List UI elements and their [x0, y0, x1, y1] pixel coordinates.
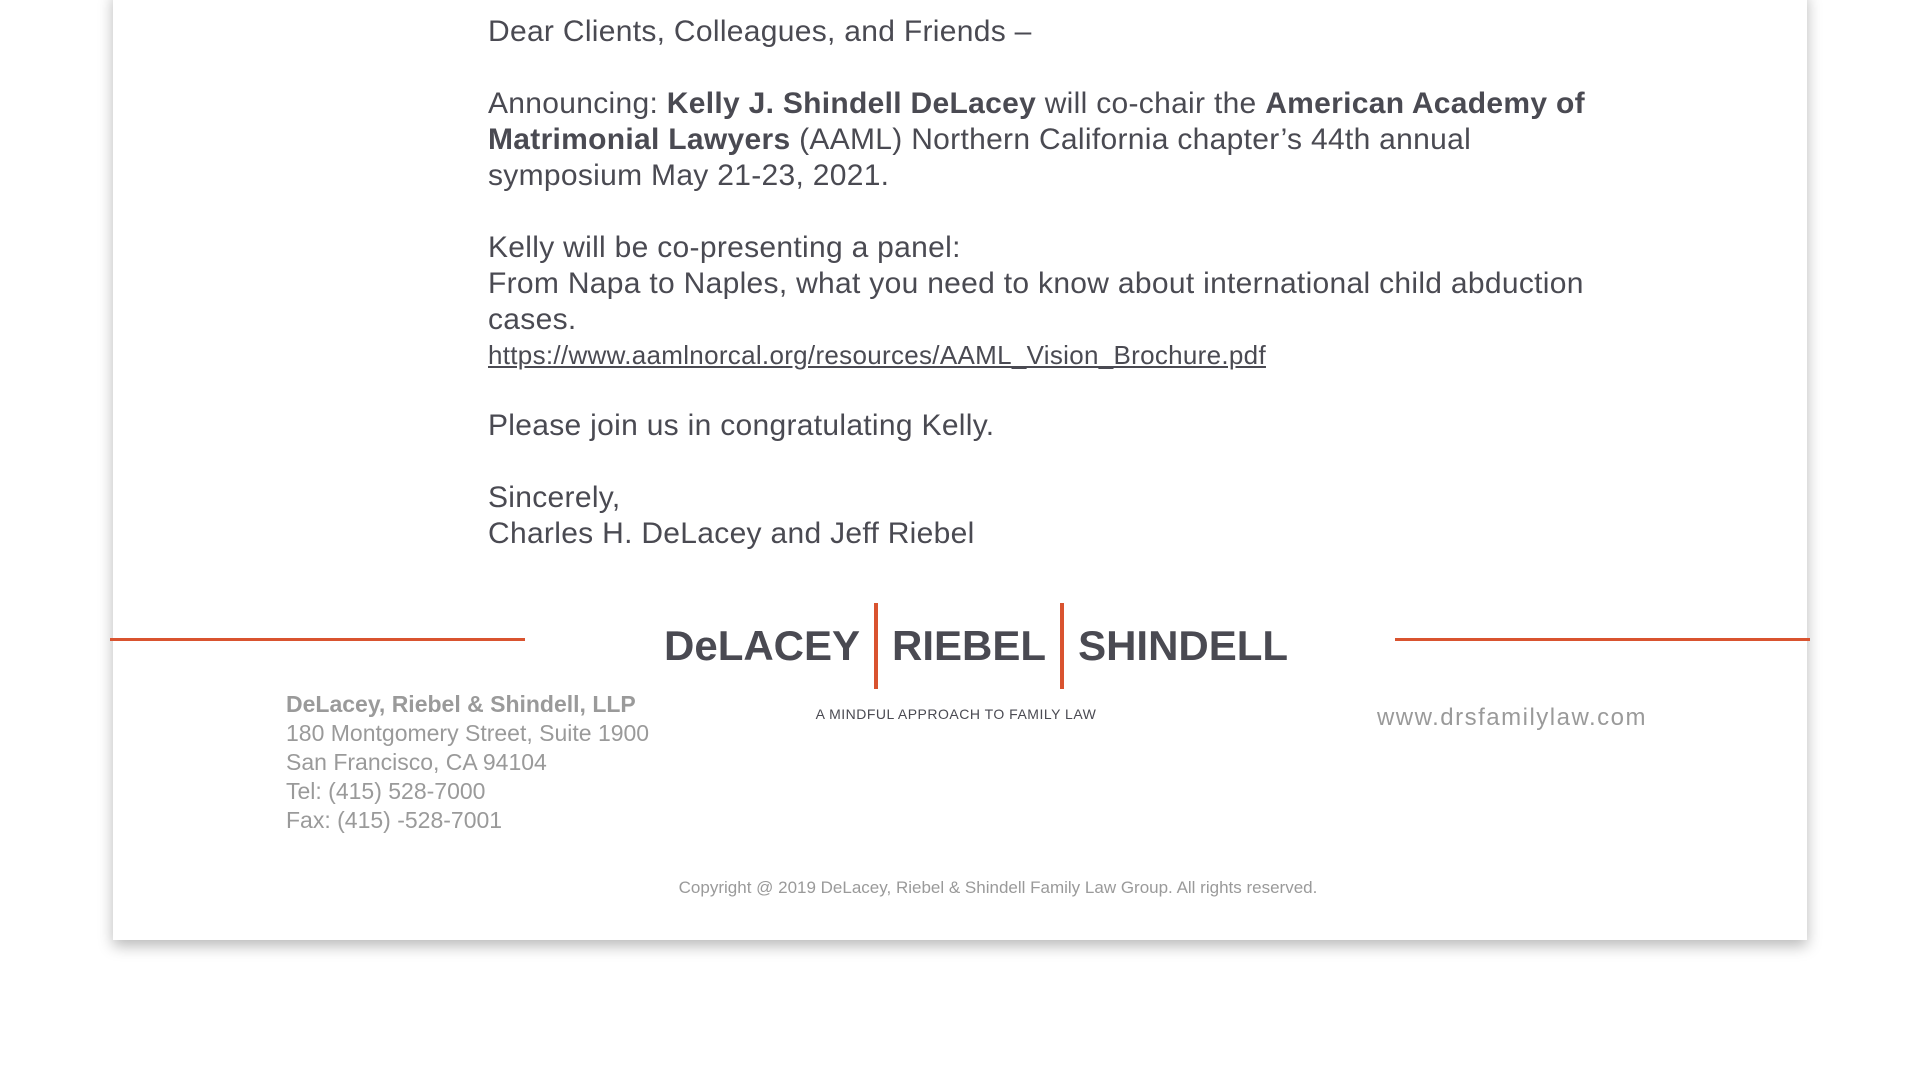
logo-separator	[874, 603, 878, 689]
fax: Fax: (415) -528-7001	[286, 807, 503, 833]
logo-word: RIEBEL	[892, 622, 1047, 669]
text: Announcing:	[488, 87, 667, 120]
announcement-paragraph	[488, 86, 1588, 194]
website-link[interactable]: www.drsfamilylaw.com	[1376, 704, 1647, 731]
signature	[488, 480, 1588, 552]
greeting: Dear Clients, Colleagues, and Friends –	[488, 15, 1032, 48]
firm-name: DeLacey, Riebel & Shindell, LLP	[286, 691, 636, 717]
organization-name: American Academy of Matrimonial Lawyers	[488, 87, 1585, 156]
closing: Sincerely,	[488, 481, 621, 514]
panel-paragraph	[488, 230, 1588, 372]
panel-title: From Napa to Naples, what you need to know about international child abduction cases.	[488, 267, 1584, 336]
logo-separator	[1060, 603, 1064, 689]
honoree-name: Kelly J. Shindell DeLacey	[666, 87, 1037, 120]
text: will co-chair the	[1036, 87, 1266, 120]
telephone: Tel: (415) 528-7000	[286, 778, 486, 804]
street: 180 Montgomery Street, Suite 1900	[286, 720, 650, 746]
city: San Francisco, CA 94104	[286, 749, 547, 775]
logo-tagline: A MINDFUL APPROACH TO FAMILY LAW	[815, 706, 1097, 722]
divider-left	[110, 638, 525, 641]
logo-word: DeLACEY	[664, 622, 861, 669]
text: (AAML) Northern California chapter’s 44th annual symposium May 21-23, 2021.	[488, 123, 1472, 192]
signers: Charles H. DeLacey and Jeff Riebel	[488, 517, 975, 550]
email-card	[113, 0, 1807, 940]
letter-body	[488, 14, 1588, 588]
firm-logo	[664, 602, 1288, 690]
firm-address	[286, 690, 649, 835]
brochure-link[interactable]: https://www.aamlnorcal.org/resources/AAML_Vision_Brochure.pdf	[488, 340, 1266, 370]
logo-word: SHINDELL	[1078, 622, 1289, 669]
text: Kelly will be co-presenting a panel:	[488, 231, 961, 264]
divider-right	[1395, 638, 1810, 641]
copyright: Copyright @ 2019 DeLacey, Riebel & Shindell Family Law Group. All rights reserved.	[678, 878, 1318, 897]
congrats: Please join us in congratulating Kelly.	[488, 409, 995, 442]
